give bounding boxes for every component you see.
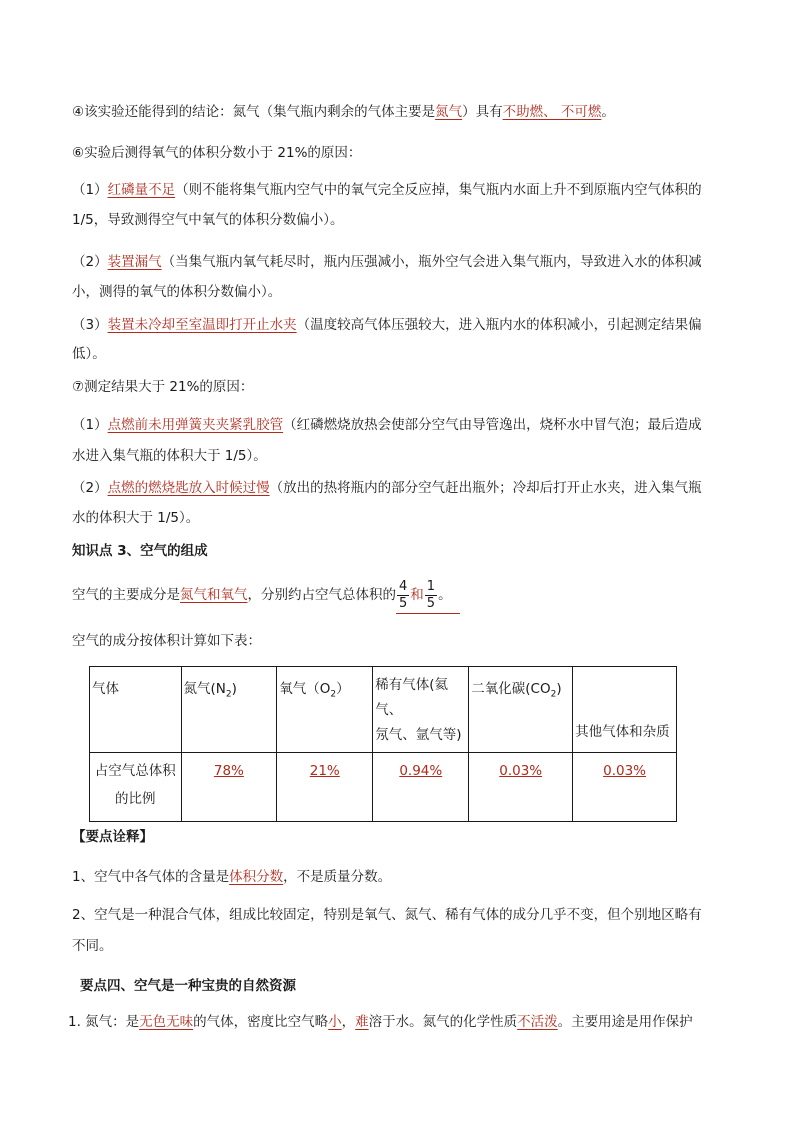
- reason-line: （1）红磷量不足（则不能将集气瓶内空气中的氧气完全反应掉，集气瓶内水面上升不到原瓶内空气体积的: [72, 182, 702, 198]
- table-cell: 21%: [277, 753, 373, 822]
- answer-blank: 小: [328, 1014, 342, 1030]
- table-cell: 其他气体和杂质: [573, 667, 677, 753]
- reason-line-cont: 小，测得的氧气的体积分数偏小）。: [72, 284, 282, 300]
- reason-line-cont: 水进入集气瓶的体积大于 1/5）。: [72, 448, 267, 464]
- answer-blank: 装置漏气: [107, 254, 162, 270]
- fraction-answer: $\frac{4}{5}$ 和 $\frac{1}{5}$ 。: [396, 578, 460, 614]
- table-cell: 0.03%: [573, 753, 677, 822]
- reason-line: （3）装置未冷却至室温即打开止水夹（温度较高气体压强较大，进入瓶内水的体积减小，引起测定结果偏: [72, 317, 702, 333]
- reason-line-cont: 低）。: [72, 346, 106, 362]
- table-intro: 空气的成分按体积计算如下表：: [72, 633, 261, 649]
- table-cell: 占空气总体积 的比例: [90, 753, 182, 822]
- reason-line: （1）点燃前未用弹簧夹夹紧乳胶管（红磷燃烧放热会使部分空气由导管逸出，烧杯水中冒气泡；最后造成: [72, 417, 702, 433]
- air-composition-table: [89, 666, 677, 822]
- key-point-line: 1、空气中各气体的含量是体积分数，不是质量分数。: [72, 869, 392, 885]
- key-points-heading: 【要点诠释】: [72, 829, 153, 845]
- key-point-line-cont: 不同。: [72, 938, 113, 954]
- table-cell: 78%: [181, 753, 277, 822]
- table-cell: 二氧化碳$(CO_2)$: [469, 667, 573, 753]
- answer-blank: 无色无味: [139, 1014, 194, 1030]
- answer-blank: 点燃的燃烧匙放入时候过慢: [107, 480, 270, 496]
- section-heading: ⑦测定结果大于 21%的原因：: [72, 379, 254, 395]
- table-cell: 氮气$(N_2)$: [181, 667, 277, 753]
- answer-blank: 不活泼: [517, 1014, 558, 1030]
- table-cell: 氧气$(O_2)$: [277, 667, 373, 753]
- nitrogen-line: 1. 氮气：是无色无味的气体，密度比空气略小，难溶于水。氮气的化学性质不活泼。主要用途是用作保护: [68, 1014, 693, 1030]
- section-heading: 要点四、空气是一种宝贵的自然资源: [80, 978, 296, 994]
- table-cell: 0.03%: [469, 753, 573, 822]
- answer-blank: 氮气和氧气: [180, 587, 248, 603]
- reason-line: （2）点燃的燃烧匙放入时候过慢（放出的热将瓶内的部分空气赶出瓶外；冷却后打开止水夹，进入集气瓶: [72, 480, 702, 496]
- table-cell: 气体: [90, 667, 182, 753]
- reason-line: （2）装置漏气（当集气瓶内氧气耗尽时，瓶内压强减小，瓶外空气会进入集气瓶内，导致进入水的体积减: [72, 254, 702, 270]
- answer-blank: 氮气: [435, 104, 463, 120]
- table-row: [90, 753, 677, 822]
- answer-blank: 装置未冷却至室温即打开止水夹: [107, 317, 297, 333]
- reason-line-cont: 水的体积大于 1/5）。: [72, 510, 200, 526]
- answer-blank: 不助燃、 不可燃: [502, 104, 602, 120]
- section-heading: ⑥实验后测得氧气的体积分数小于 21%的原因：: [72, 145, 362, 161]
- answer-blank: 红磷量不足: [107, 182, 176, 198]
- reason-line-cont: 1/5，导致测得空气中氧气的体积分数偏小）。: [72, 212, 344, 228]
- knowledge-point-heading: 知识点 3、空气的组成: [72, 543, 208, 559]
- table-header-row: [90, 667, 677, 753]
- answer-blank: 体积分数: [229, 869, 284, 885]
- answer-blank: 点燃前未用弹簧夹夹紧乳胶管: [107, 417, 284, 433]
- key-point-line: 2、空气是一种混合气体，组成比较固定，特别是氧气、氮气、稀有气体的成分几乎不变，但个别地区略有: [72, 907, 702, 923]
- fraction-four-fifths: $\frac{4}{5}$: [399, 578, 408, 611]
- conclusion-line: ④该实验还能得到的结论：氮气（集气瓶内剩余的气体主要是氮气）具有不助燃、 不可燃。: [72, 104, 615, 120]
- table-cell: 0.94%: [373, 753, 469, 822]
- fraction-one-fifth: $\frac{1}{5}$: [426, 578, 436, 611]
- composition-line: 空气的主要成分是氮气和氧气，分别约占空气总体积的 $\frac{4}{5}$ 和 $\frac{1}{5}$ 。: [72, 578, 460, 614]
- answer-blank: 难: [355, 1014, 369, 1030]
- table-cell: 稀有气体(氦气、 氖气、氩气等): [373, 667, 469, 753]
